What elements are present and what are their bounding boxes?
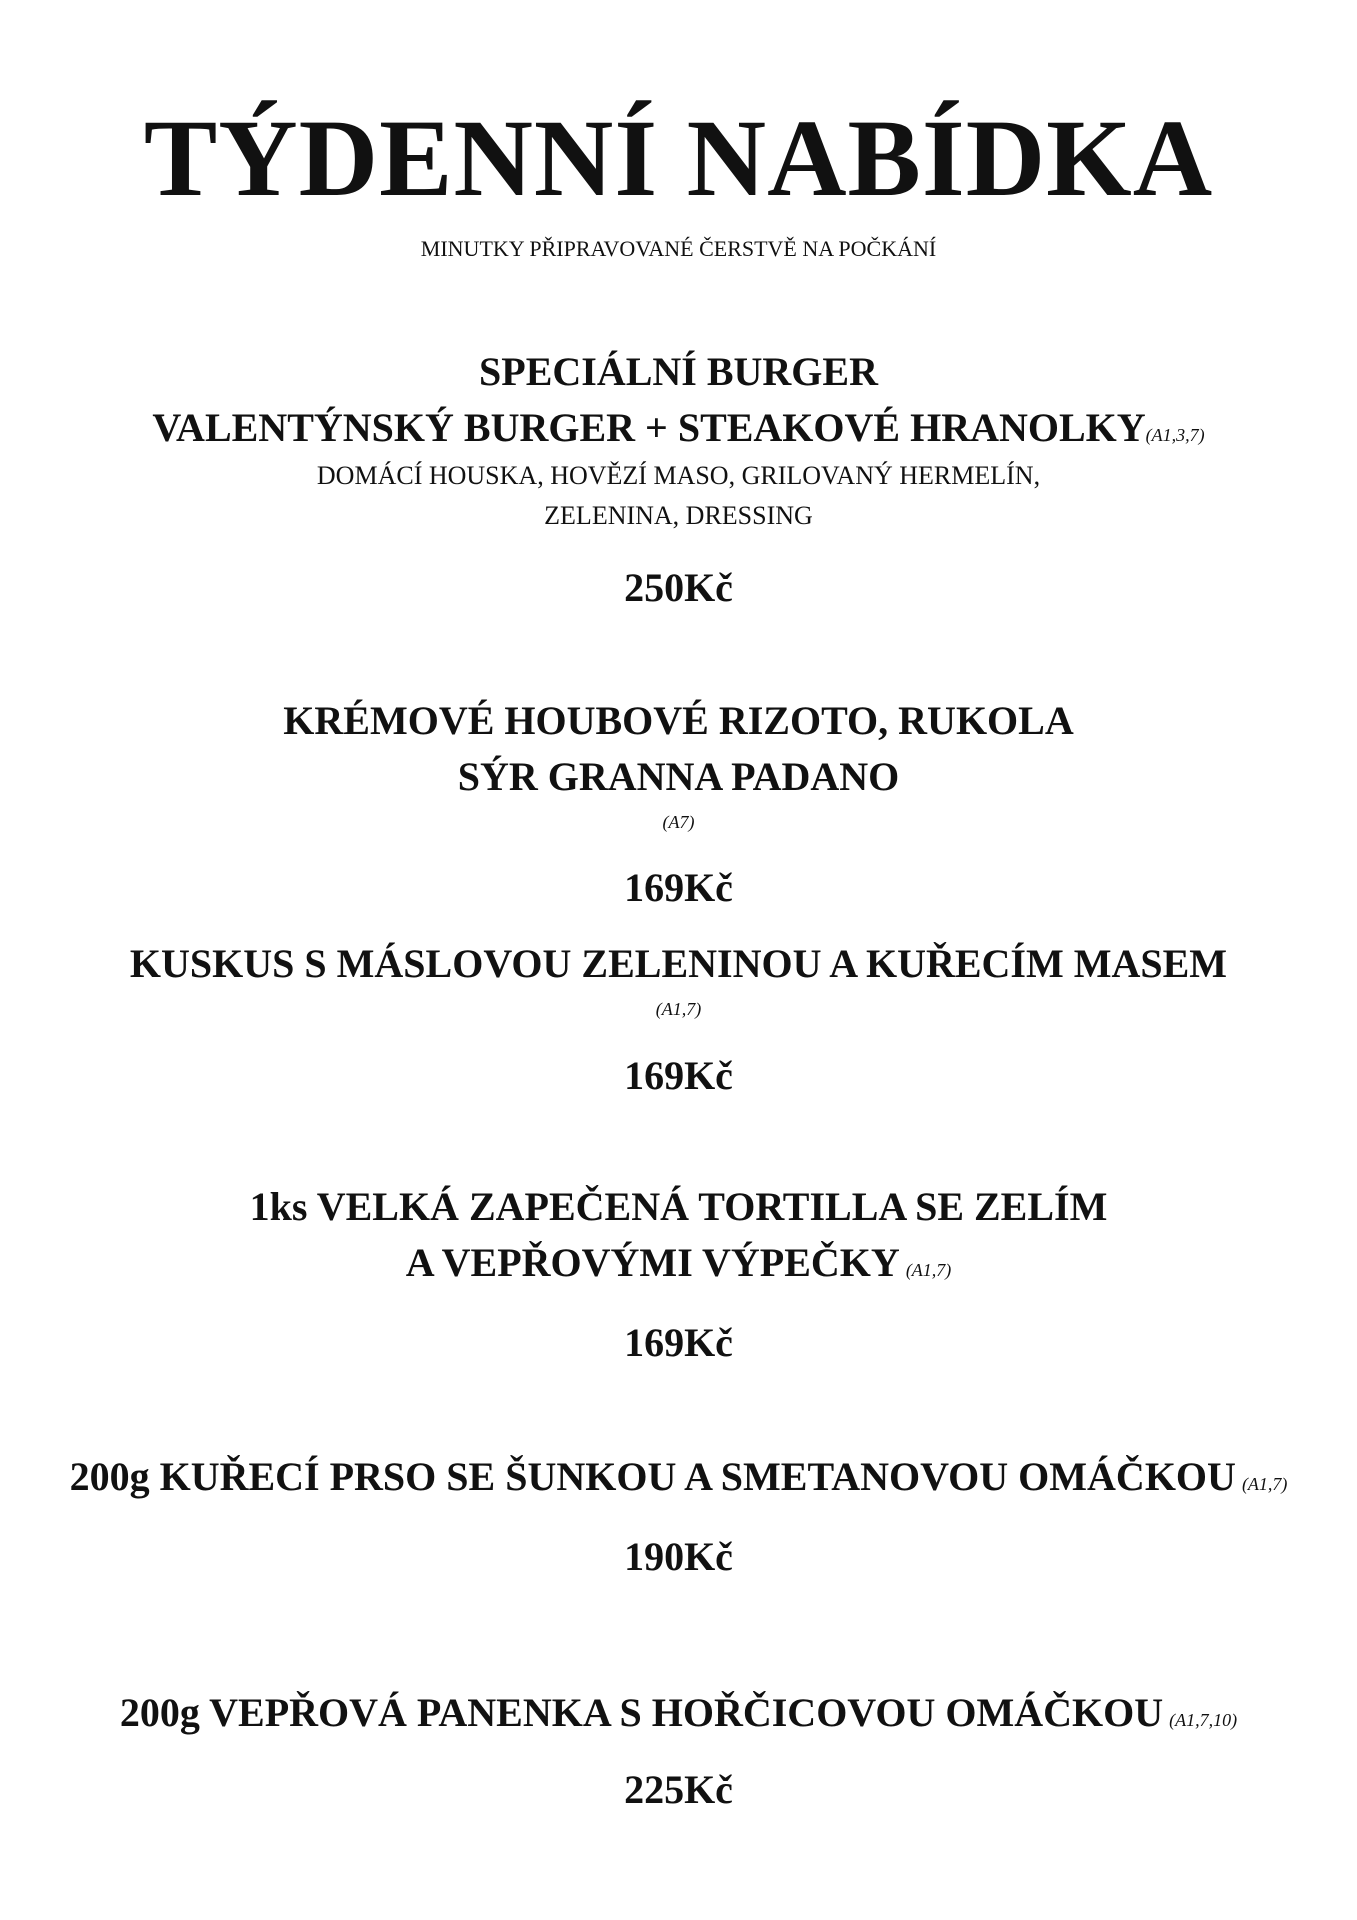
item-1-name: VALENTÝNSKÝ BURGER + STEAKOVÉ HRANOLKY [152,405,1146,450]
item-2-name-line1: KRÉMOVÉ HOUBOVÉ RIZOTO, RUKOLA [283,698,1074,743]
item-6-price: 225Kč [624,1767,733,1812]
item-3-name: KUSKUS S MÁSLOVOU ZELENINOU A KUŘECÍM MASEM [129,941,1228,986]
item-2-price: 169Kč [624,865,733,910]
item-6-name: 200g VEPŘOVÁ PANENKA S HOŘČICOVOU OMÁČKOU [119,1690,1164,1735]
item-1-price: 250Kč [624,565,733,610]
page-subtitle: MINUTKY PŘIPRAVOVANÉ ČERSTVĚ NA POČKÁNÍ [420,236,937,261]
item-5-allergens: (A1,7) [1241,1474,1288,1494]
item-6-allergens: (A1,7,10) [1169,1710,1238,1730]
item-2-name-line2: SÝR GRANNA PADANO [457,754,900,799]
item-4-name-line2: A VEPŘOVÝMI VÝPEČKY [405,1240,900,1285]
item-1-heading: SPECIÁLNÍ BURGER [479,349,878,394]
item-5-price: 190Kč [624,1534,733,1579]
item-4-price: 169Kč [624,1320,733,1365]
item-3-allergens: (A1,7) [655,999,702,1019]
item-1-description-line1: DOMÁCÍ HOUSKA, HOVĚZÍ MASO, GRILOVANÝ HERMELÍN, [316,461,1041,490]
item-1-description-line2: ZELENINA, DRESSING [544,501,813,530]
item-5-name-line [0,1454,1357,1499]
item-4-allergens: (A1,7) [905,1260,952,1280]
item-4-name-line1: 1ks VELKÁ ZAPEČENÁ TORTILLA SE ZELÍM [249,1184,1108,1229]
item-6-name-line [0,1690,1357,1735]
item-5-name: 200g KUŘECÍ PRSO SE ŠUNKOU A SMETANOVOU OMÁČKOU [69,1454,1236,1499]
item-1-name-line [0,405,1357,450]
item-3-price: 169Kč [624,1053,733,1098]
item-2-allergens: (A7) [662,812,695,832]
item-4-name-line2-row [0,1240,1357,1285]
page-title: TÝDENNÍ NABÍDKA [143,97,1214,219]
item-1-allergens: (A1,3,7) [1145,425,1205,445]
